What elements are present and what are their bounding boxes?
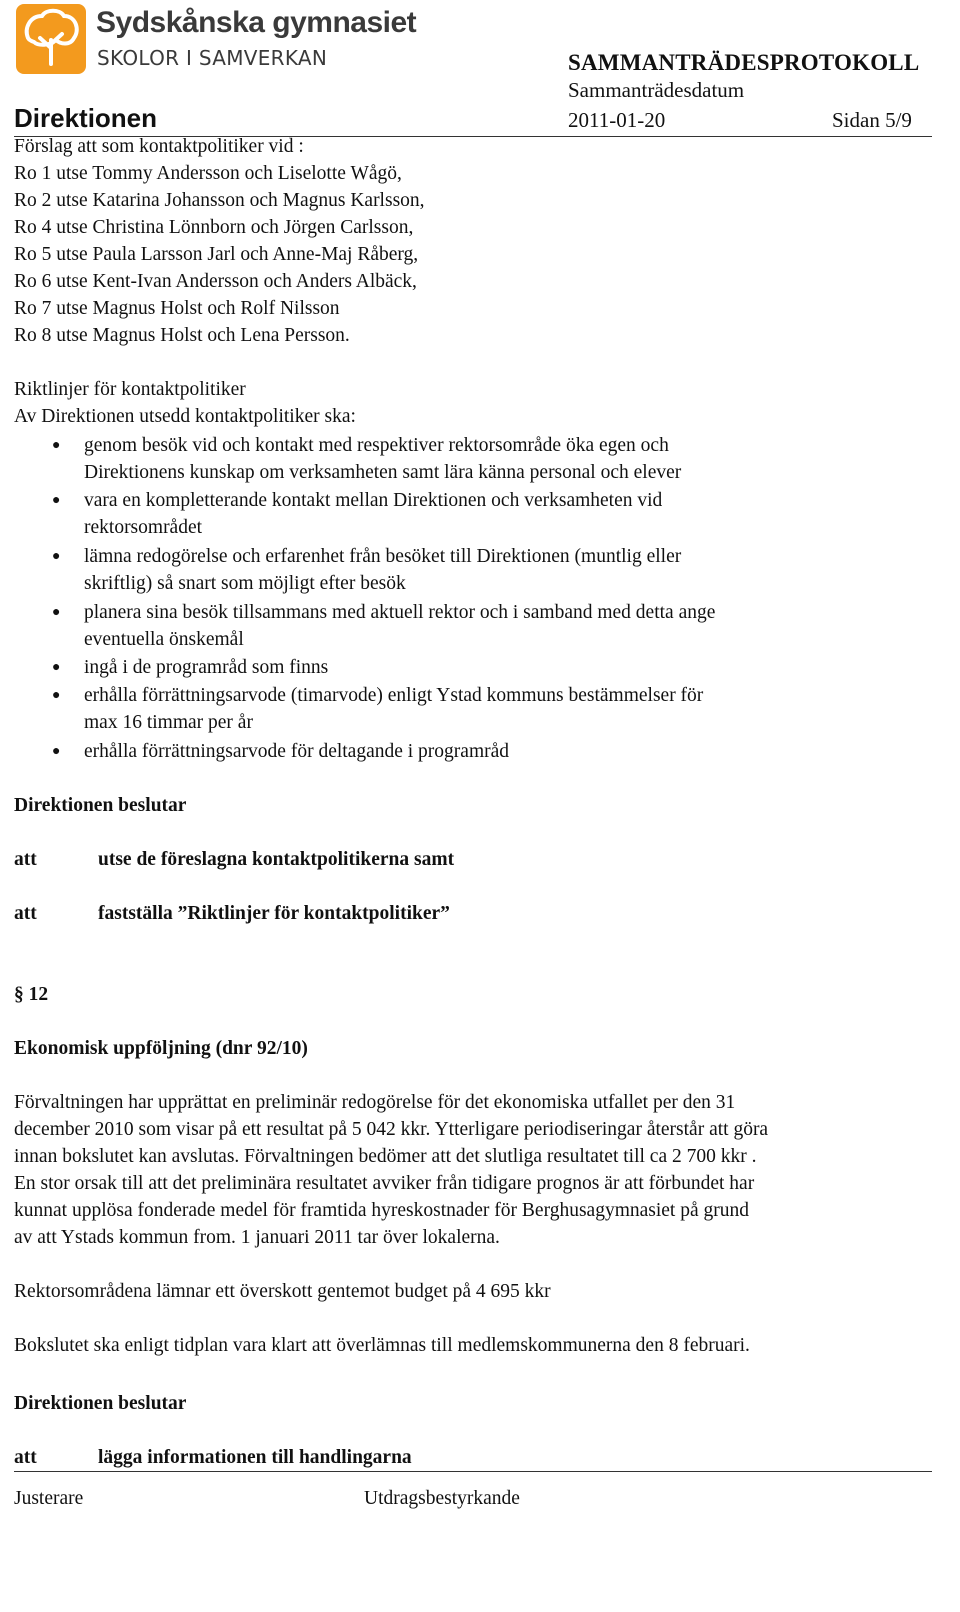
intro-line: Ro 7 utse Magnus Holst och Rolf Nilsson (14, 298, 340, 319)
guideline-item-continued: eventuella önskemål (84, 629, 244, 650)
intro-line: Ro 5 utse Paula Larsson Jarl och Anne-Maj Råberg, (14, 244, 419, 265)
bullet-icon: ● (52, 493, 61, 508)
guideline-item: erhålla förrättningsarvode för deltagande i programråd (84, 741, 510, 762)
guideline-item: erhålla förrättningsarvode (timarvode) enligt Ystad kommuns bestämmelser för (84, 685, 704, 706)
tree-logo-icon (16, 4, 86, 74)
deadline-text: Bokslutet ska enligt tidplan vara klart att överlämnas till medlemskommunerna den 8 februari. (14, 1335, 750, 1356)
bullet-icon: ● (52, 438, 61, 453)
footer-justerare: Justerare (14, 1488, 84, 1509)
logo (16, 4, 416, 76)
page-number: Sidan 5/9 (832, 108, 912, 132)
paragraph-line: innan bokslutet kan avslutas. Förvaltningen bedömer att det slutliga resultatet till ca 2 700 kkr . (14, 1146, 757, 1167)
decision-item: lägga informationen till handlingarna (98, 1447, 412, 1468)
att-label: att (14, 1447, 37, 1468)
decision-item: utse de föreslagna kontaktpolitikerna samt (98, 849, 455, 870)
guidelines-title: Riktlinjer för kontaktpolitiker (14, 379, 246, 400)
section-number: § 12 (14, 984, 49, 1005)
bullet-icon: ● (52, 660, 61, 675)
footer-divider (14, 1471, 932, 1472)
guideline-item: ingå i de programråd som finns (84, 657, 329, 678)
decision-item: fastställa ”Riktlinjer för kontaktpolitiker” (98, 903, 450, 924)
logo-subtitle: SKOLOR I SAMVERKAN (97, 46, 328, 70)
paragraph-line: kunnat upplösa fonderade medel för framtida hyreskostnader för Berghusagymnasiet på grund (14, 1200, 750, 1221)
intro-line: Ro 8 utse Magnus Holst och Lena Persson. (14, 325, 350, 346)
meeting-date: 2011-01-20 (568, 108, 666, 132)
logo-name: Sydskånska gymnasiet (96, 6, 417, 39)
intro-line: Ro 2 utse Katarina Johansson och Magnus Karlsson, (14, 190, 425, 211)
bullet-icon: ● (52, 744, 61, 759)
department-title: Direktionen (14, 103, 158, 133)
intro-line: Förslag att som kontaktpolitiker vid : (14, 136, 304, 157)
bullet-icon: ● (52, 688, 61, 703)
guideline-item: planera sina besök tillsammans med aktuell rektor och i samband med detta ange (84, 602, 716, 623)
footer-utdragsbestyrkande: Utdragsbestyrkande (364, 1488, 520, 1509)
guideline-item-continued: skriftlig) så snart som möjligt efter besök (84, 573, 406, 594)
paragraph-line: december 2010 som visar på ett resultat på 5 042 kkr. Ytterligare periodiseringar återstår att göra (14, 1119, 769, 1140)
att-label: att (14, 903, 37, 924)
intro-line: Ro 1 utse Tommy Andersson och Liselotte Wågö, (14, 163, 402, 184)
section-title: Ekonomisk uppföljning (dnr 92/10) (14, 1038, 308, 1059)
guideline-item: lämna redogörelse och erfarenhet från besöket till Direktionen (muntlig eller (84, 546, 682, 567)
meeting-date-label: Sammanträdesdatum (568, 78, 745, 102)
guideline-item: vara en kompletterande kontakt mellan Direktionen och verksamheten vid (84, 490, 663, 511)
att-label: att (14, 849, 37, 870)
bullet-icon: ● (52, 549, 61, 564)
decision-heading: Direktionen beslutar (14, 795, 187, 816)
paragraph-line: av att Ystads kommun from. 1 januari 2011 tar över lokalerna. (14, 1227, 500, 1248)
document-type: SAMMANTRÄDESPROTOKOLL (568, 50, 920, 75)
intro-line: Ro 6 utse Kent-Ivan Andersson och Anders Albäck, (14, 271, 417, 292)
paragraph-line: Förvaltningen har upprättat en preliminär redogörelse för det ekonomiska utfallet per den 31 (14, 1092, 736, 1113)
guidelines-lead: Av Direktionen utsedd kontaktpolitiker ska: (14, 406, 356, 427)
intro-line: Ro 4 utse Christina Lönnborn och Jörgen Carlsson, (14, 217, 414, 238)
guideline-item: genom besök vid och kontakt med respektiver rektorsområde öka egen och (84, 435, 669, 456)
paragraph-line: En stor orsak till att det preliminära resultatet avviker från tidigare prognos är att förbundet har (14, 1173, 755, 1194)
guideline-item-continued: Direktionens kunskap om verksamheten samt lära känna personal och elever (84, 462, 682, 483)
decision-heading: Direktionen beslutar (14, 1393, 187, 1414)
guideline-item-continued: rektorsområdet (84, 517, 203, 538)
surplus-text: Rektorsområdena lämnar ett överskott gentemot budget på 4 695 kkr (14, 1281, 551, 1302)
bullet-icon: ● (52, 605, 61, 620)
guideline-item-continued: max 16 timmar per år (84, 712, 253, 733)
